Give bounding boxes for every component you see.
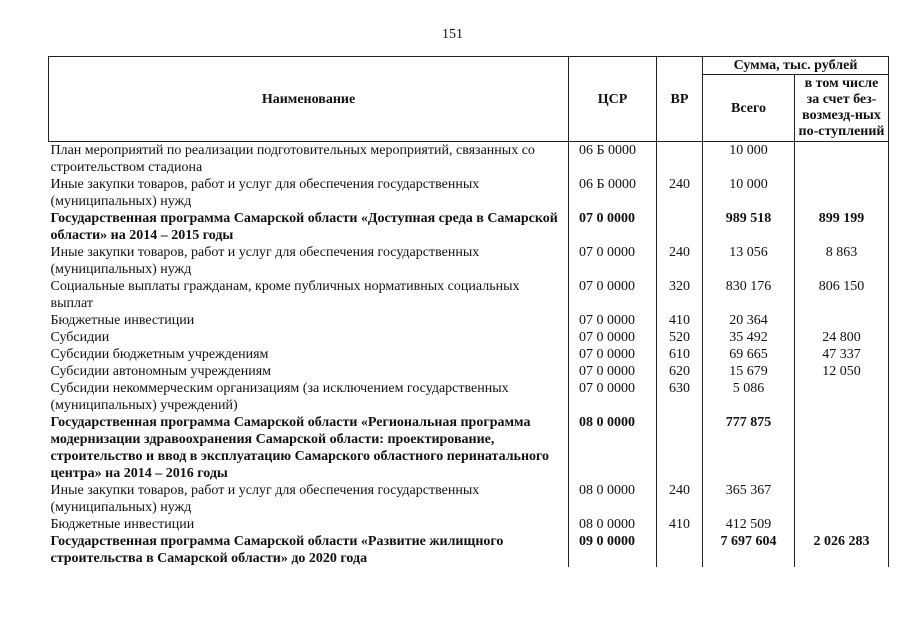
cell-csr: 07 0 0000 — [569, 346, 657, 363]
table-row — [49, 329, 889, 346]
header-csr: ЦСР — [569, 57, 657, 142]
cell-free — [795, 516, 889, 533]
cell-total: 10 000 — [703, 142, 795, 177]
cell-free — [795, 380, 889, 414]
cell-csr: 07 0 0000 — [569, 244, 657, 278]
table-row — [49, 516, 889, 533]
cell-csr: 08 0 0000 — [569, 516, 657, 533]
cell-vr: 410 — [657, 516, 703, 533]
cell-vr: 240 — [657, 244, 703, 278]
table-row — [49, 533, 889, 567]
cell-name: Бюджетные инвестиции — [50, 517, 195, 532]
cell-free — [795, 312, 889, 329]
cell-free — [795, 482, 889, 516]
cell-name: Социальные выплаты гражданам, кроме публичных нормативных социальных выплат — [50, 279, 520, 311]
cell-name: Иные закупки товаров, работ и услуг для обеспечения государственных (муниципальных) нужд — [50, 483, 480, 515]
cell-total: 830 176 — [703, 278, 795, 312]
cell-vr: 320 — [657, 278, 703, 312]
header-sum: Сумма, тыс. рублей — [703, 57, 889, 75]
cell-free — [795, 142, 889, 177]
table-row — [49, 346, 889, 363]
cell-name: Государственная программа Самарской области «Развитие жилищного строительства в Самарской области» до 2020 года — [50, 534, 504, 566]
cell-csr: 06 Б 0000 — [569, 142, 657, 177]
cell-total: 35 492 — [703, 329, 795, 346]
cell-total: 20 364 — [703, 312, 795, 329]
cell-free: 47 337 — [795, 346, 889, 363]
cell-total: 777 875 — [703, 414, 795, 482]
cell-csr: 07 0 0000 — [569, 210, 657, 244]
header-incl-free: в том числе за счет без-возмезд-ных по-ступлений — [795, 75, 889, 142]
cell-vr: 620 — [657, 363, 703, 380]
cell-vr — [657, 414, 703, 482]
cell-free: 24 800 — [795, 329, 889, 346]
cell-free: 12 050 — [795, 363, 889, 380]
cell-name: Иные закупки товаров, работ и услуг для обеспечения государственных (муниципальных) нужд — [50, 177, 480, 209]
cell-vr — [657, 210, 703, 244]
cell-vr: 630 — [657, 380, 703, 414]
page-number: 151 — [442, 27, 463, 42]
cell-csr: 09 0 0000 — [569, 533, 657, 567]
cell-name: Государственная программа Самарской области «Региональная программа модернизации здравоохранения Самарской области: проектирование, строительство и ввод в эксплуатацию Самарского областного перинатального центра» на 2014 – 2016 годы — [50, 415, 550, 481]
cell-free — [795, 176, 889, 210]
cell-name: План мероприятий по реализации подготовительных мероприятий, связанных со строительством стадиона — [50, 143, 535, 175]
cell-free — [795, 414, 889, 482]
cell-free: 899 199 — [795, 210, 889, 244]
cell-vr: 410 — [657, 312, 703, 329]
table-row — [49, 176, 889, 210]
table-row — [49, 414, 889, 482]
budget-table — [48, 56, 889, 567]
cell-csr: 08 0 0000 — [569, 482, 657, 516]
table-row — [49, 363, 889, 380]
cell-csr: 08 0 0000 — [569, 414, 657, 482]
cell-name: Государственная программа Самарской области «Доступная среда в Самарской области» на 2014 – 2015 годы — [50, 211, 558, 243]
cell-total: 412 509 — [703, 516, 795, 533]
cell-total: 13 056 — [703, 244, 795, 278]
cell-name: Бюджетные инвестиции — [50, 313, 195, 328]
header-vr: ВР — [657, 57, 703, 142]
cell-total: 10 000 — [703, 176, 795, 210]
cell-csr: 07 0 0000 — [569, 380, 657, 414]
cell-vr: 240 — [657, 482, 703, 516]
header-total: Всего — [703, 75, 795, 142]
cell-total: 365 367 — [703, 482, 795, 516]
cell-total: 15 679 — [703, 363, 795, 380]
table-row — [49, 380, 889, 414]
cell-name: Субсидии некоммерческим организациям (за исключением государственных (муниципальных) учреждений) — [50, 381, 509, 413]
cell-name: Субсидии — [50, 330, 110, 345]
cell-free: 8 863 — [795, 244, 889, 278]
table-row — [49, 482, 889, 516]
cell-vr — [657, 533, 703, 567]
table-row — [49, 210, 889, 244]
cell-free: 806 150 — [795, 278, 889, 312]
table-row — [49, 142, 889, 177]
table-body — [49, 142, 889, 568]
cell-csr: 07 0 0000 — [569, 278, 657, 312]
cell-vr: 520 — [657, 329, 703, 346]
cell-total: 5 086 — [703, 380, 795, 414]
cell-free: 2 026 283 — [795, 533, 889, 567]
header-name: Наименование — [49, 57, 569, 142]
table-row — [49, 278, 889, 312]
cell-csr: 06 Б 0000 — [569, 176, 657, 210]
cell-csr: 07 0 0000 — [569, 329, 657, 346]
cell-total: 989 518 — [703, 210, 795, 244]
cell-name: Субсидии бюджетным учреждениям — [50, 347, 269, 362]
cell-vr: 240 — [657, 176, 703, 210]
table-row — [49, 244, 889, 278]
table-row — [49, 312, 889, 329]
cell-total: 69 665 — [703, 346, 795, 363]
cell-vr: 610 — [657, 346, 703, 363]
cell-csr: 07 0 0000 — [569, 312, 657, 329]
cell-total: 7 697 604 — [703, 533, 795, 567]
cell-csr: 07 0 0000 — [569, 363, 657, 380]
table-header — [49, 57, 889, 142]
cell-vr — [657, 142, 703, 177]
cell-name: Иные закупки товаров, работ и услуг для обеспечения государственных (муниципальных) нужд — [50, 245, 480, 277]
cell-name: Субсидии автономным учреждениям — [50, 364, 272, 379]
